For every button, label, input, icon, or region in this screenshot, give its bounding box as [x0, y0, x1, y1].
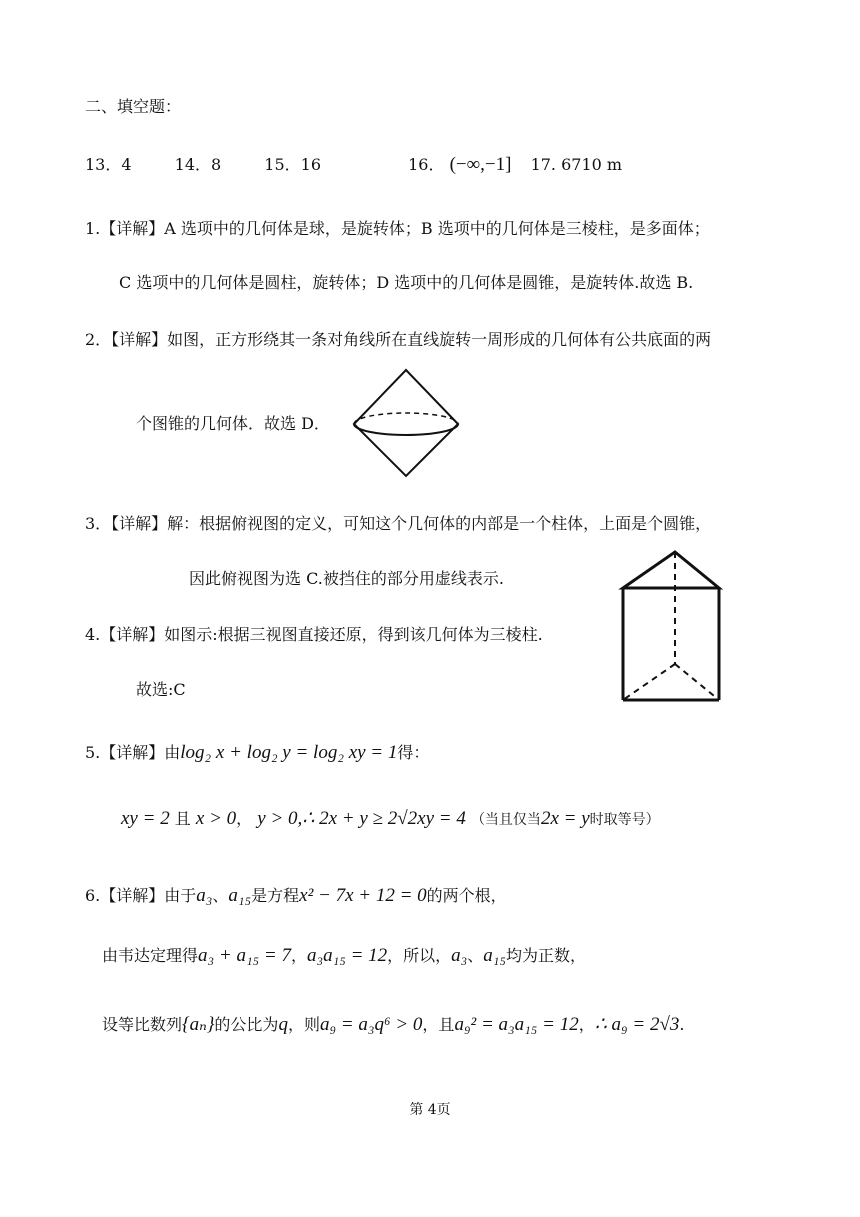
q6-l2-sep: 、 [467, 946, 484, 965]
answer-16-value: (−∞,−1] [449, 154, 512, 175]
q6-a3: a₃ [196, 885, 213, 906]
q6-l2-text3: 均为正数， [506, 946, 587, 965]
q5-text-when: （当且仅当 [470, 812, 541, 828]
q4-line2: 故选:C [136, 680, 186, 699]
q2-line1: 2．【详解】如图，正方形绕其一条对角线所在直线旋转一周形成的几何体有公共底面的两 [85, 330, 712, 349]
q6-l3-text3: ，则 [287, 1015, 320, 1034]
answer-13: 13．4 [85, 155, 132, 174]
q6-l3-sequence: {aₙ} [182, 1014, 215, 1035]
triangular-prism-figure [613, 550, 723, 702]
q6-l3-result: ∴ a₉ = 2√3 [594, 1014, 680, 1035]
q6-l3-text2: 的公比为 [214, 1015, 279, 1034]
q6-line1 [85, 884, 507, 908]
q6-l3-a9: a₉ = a₃q⁶ > 0 [319, 1014, 423, 1035]
answer-15: 15．16 [264, 155, 322, 174]
page-number: 第 4页 [409, 1102, 451, 1118]
q5-text-and: 且 [174, 809, 191, 828]
q1-line1: 1.【详解】A 选项中的几何体是球，是旋转体；B 选项中的几何体是三棱柱，是多面体； [85, 219, 710, 238]
q6-end: 的两个根， [426, 886, 507, 905]
q5-formula-log: log₂ x + log₂ y = log₂ xy = 1 [180, 742, 398, 763]
q6-l2-a3: a₃ [451, 945, 468, 966]
q6-a15: a₁₅ [228, 885, 252, 906]
answer-17: 17. 6710 m [530, 155, 623, 174]
q5-formula-xy: xy = 2 [121, 808, 170, 829]
q6-l3-text1: 设等比数列 [102, 1015, 183, 1034]
q6-l2-a15: a₁₅ [483, 945, 506, 966]
answers-row [85, 153, 622, 177]
q6-equation: x² − 7x + 12 = 0 [299, 885, 427, 906]
q5-line2 [121, 807, 660, 832]
q5-prefix: 5.【详解】由 [85, 743, 181, 762]
q6-l3-text4: ，且 [422, 1015, 455, 1034]
q6-l2-sum: a₃ + a₁₅ = 7 [198, 945, 291, 966]
q6-l3-a9-squared: a₉² = a₃a₁₅ = 12 [454, 1014, 579, 1035]
q5-text-end: 时取等号） [589, 812, 660, 828]
q5-text-comma: ， [236, 809, 253, 828]
q1-line2: C 选项中的几何体是圆柱，旋转体；D 选项中的几何体是圆锥，是旋转体.故选 B. [119, 273, 694, 292]
q6-line2 [102, 944, 586, 968]
q5-formula-inequality: y > 0,∴ 2x + y ≥ 2√2xy = 4 [257, 808, 466, 829]
q6-l3-text5: ， [578, 1015, 595, 1034]
q5-suffix: 得： [397, 743, 430, 762]
q5-line1 [85, 741, 429, 765]
answer-16-label: 16． [408, 155, 445, 174]
q3-line2: 因此俯视图为选 C.被挡住的部分用虚线表示. [189, 569, 504, 588]
q6-l3-end: . [679, 1015, 685, 1034]
q5-formula-x-positive: x > 0 [195, 808, 237, 829]
q4-line1: 4.【详解】如图示:根据三视图直接还原，得到该几何体为三棱柱. [85, 625, 543, 644]
q6-sep: 、 [212, 886, 229, 905]
q6-l3-ratio: q [278, 1014, 288, 1035]
q6-mid: 是方程 [251, 886, 300, 905]
q6-l2-text1: 由韦达定理得 [102, 946, 199, 965]
answer-14: 14．8 [174, 155, 222, 174]
q5-formula-equality: 2x = y [540, 808, 590, 829]
q6-line3 [102, 1013, 685, 1037]
q3-line1: 3．【详解】解：根据俯视图的定义，可知这个几何体的内部是一个柱体，上面是个圆锥， [85, 514, 712, 533]
q6-prefix: 6.【详解】由于 [85, 886, 197, 905]
q6-l2-comma: ， [290, 946, 307, 965]
q6-l2-product: a₃a₁₅ = 12 [307, 945, 388, 966]
q2-line2: 个图锥的几何体．故选 D． [136, 414, 330, 433]
section-title: 二、填空题： [85, 97, 182, 116]
double-cone-figure [350, 368, 462, 480]
q6-l2-text2: ，所以， [387, 946, 452, 965]
